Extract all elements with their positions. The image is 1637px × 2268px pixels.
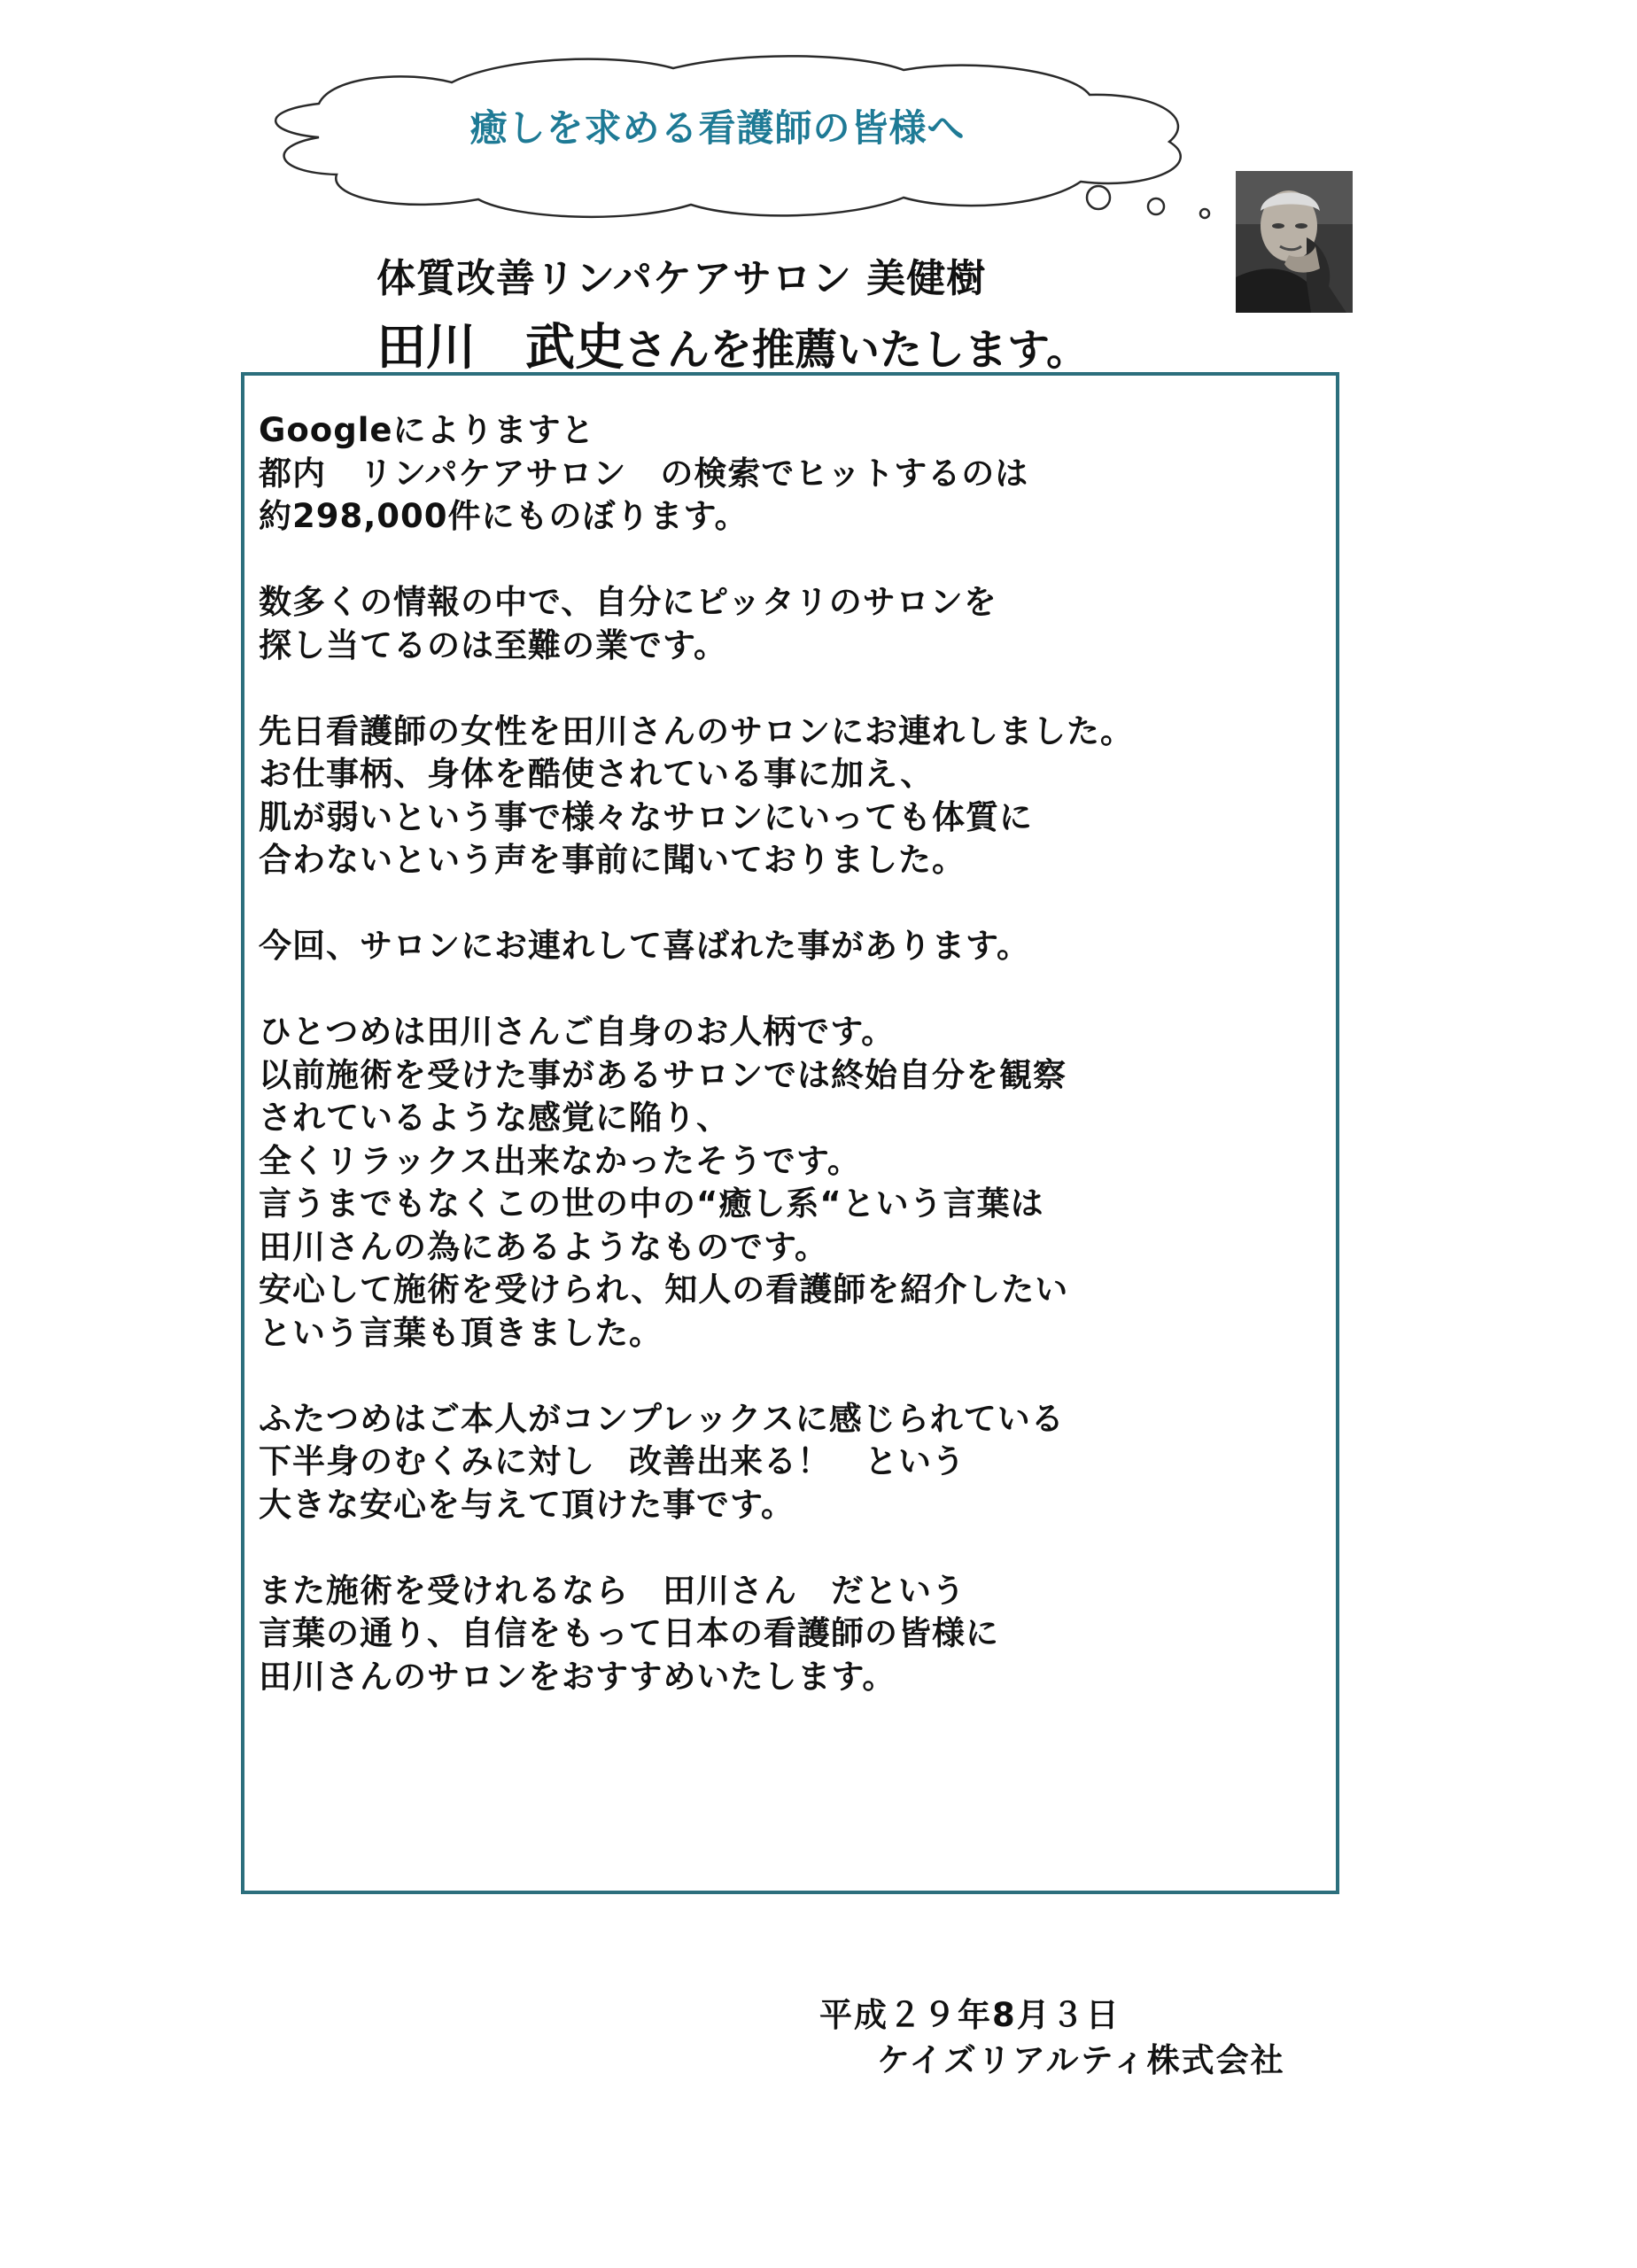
paragraph-gap: [259, 539, 1322, 582]
recommendation-heading: [376, 308, 1089, 379]
letter-line: ひとつめは田川さんご自身のお人柄です。: [259, 1013, 896, 1051]
letter-line: 以前施術を受けた事があるサロンでは終始自分を観察: [259, 1055, 1067, 1094]
recommend-text: さんを推薦いたします。: [625, 325, 1090, 375]
letter-line: 大きな安心を与えて頂けた事です。: [259, 1485, 795, 1524]
letter-line: 田川さんのサロンをおすすめいたします。: [259, 1657, 896, 1696]
letter-line: 全くリラックス出来なかったそうです。: [259, 1141, 861, 1180]
thought-bubble-medium: [1148, 198, 1164, 214]
letter-line: ふたつめはご本人がコンプレックスに感じられている: [259, 1399, 1065, 1438]
letter-line: 下半身のむくみに対し 改善出来る！ という: [259, 1442, 966, 1480]
letter-line: 都内 リンパケアサロン の検索でヒットするのは: [259, 454, 1029, 493]
letter-body: [259, 409, 1322, 1698]
redacted-signature: [1140, 2082, 1357, 2128]
cloud-title: 癒しを求める看護師の皆様へ: [469, 106, 966, 150]
letter-line: 探し当てるのは至難の業です。: [259, 625, 728, 664]
letter-date: 平成２９年8月３日: [819, 1996, 1121, 2034]
paragraph-gap: [259, 968, 1322, 1012]
letter-line: 安心して施術を受けられ、知人の看護師を紹介したい: [259, 1270, 1069, 1309]
letter-line: という言葉も頂きました。: [259, 1313, 663, 1352]
paragraph-gap: [259, 1526, 1322, 1570]
letter-line: 田川さんの為にあるようなものです。: [259, 1227, 829, 1266]
letter-line: 数多くの情報の中で、自分にピッタリのサロンを: [259, 583, 997, 621]
letter-line: お仕事柄、身体を酷使されている事に加え、: [259, 755, 935, 793]
paragraph-gap: [259, 1355, 1322, 1398]
letter-line: 言うまでもなくこの世の中の“癒し系“という言葉は: [259, 1184, 1044, 1223]
letter-line: されているような感覚に陥り、: [259, 1099, 730, 1137]
letter-line: Googleによりますと: [259, 411, 595, 449]
portrait-photo: [1236, 171, 1353, 313]
thought-bubble-small: [1200, 209, 1209, 218]
thought-bubble-large: [1087, 186, 1110, 209]
letter-line: 言葉の通り、自信をもって日本の看護師の皆様に: [259, 1614, 999, 1652]
therapist-name: 田川 武史: [376, 319, 625, 377]
letter-line: 肌が弱いという事で様々なサロンにいっても体質に: [259, 797, 1033, 836]
letter-line: 約298,000件にものぼります。: [259, 497, 749, 535]
letter-line: 先日看護師の女性を田川さんのサロンにお連れしました。: [259, 711, 1134, 750]
salon-name-heading: 体質改善リンパケアサロン 美健樹: [376, 256, 987, 301]
letter-line: また施術を受けれるなら 田川さん だという: [259, 1571, 966, 1610]
company-name: ケイズリアルティ株式会社: [877, 2041, 1285, 2079]
paragraph-gap: [259, 667, 1322, 711]
letter-line: 合わないという声を事前に聞いておりました。: [259, 841, 966, 879]
paragraph-gap: [259, 882, 1322, 926]
letter-line: 今回、サロンにお連れして喜ばれた事があります。: [259, 927, 1031, 965]
